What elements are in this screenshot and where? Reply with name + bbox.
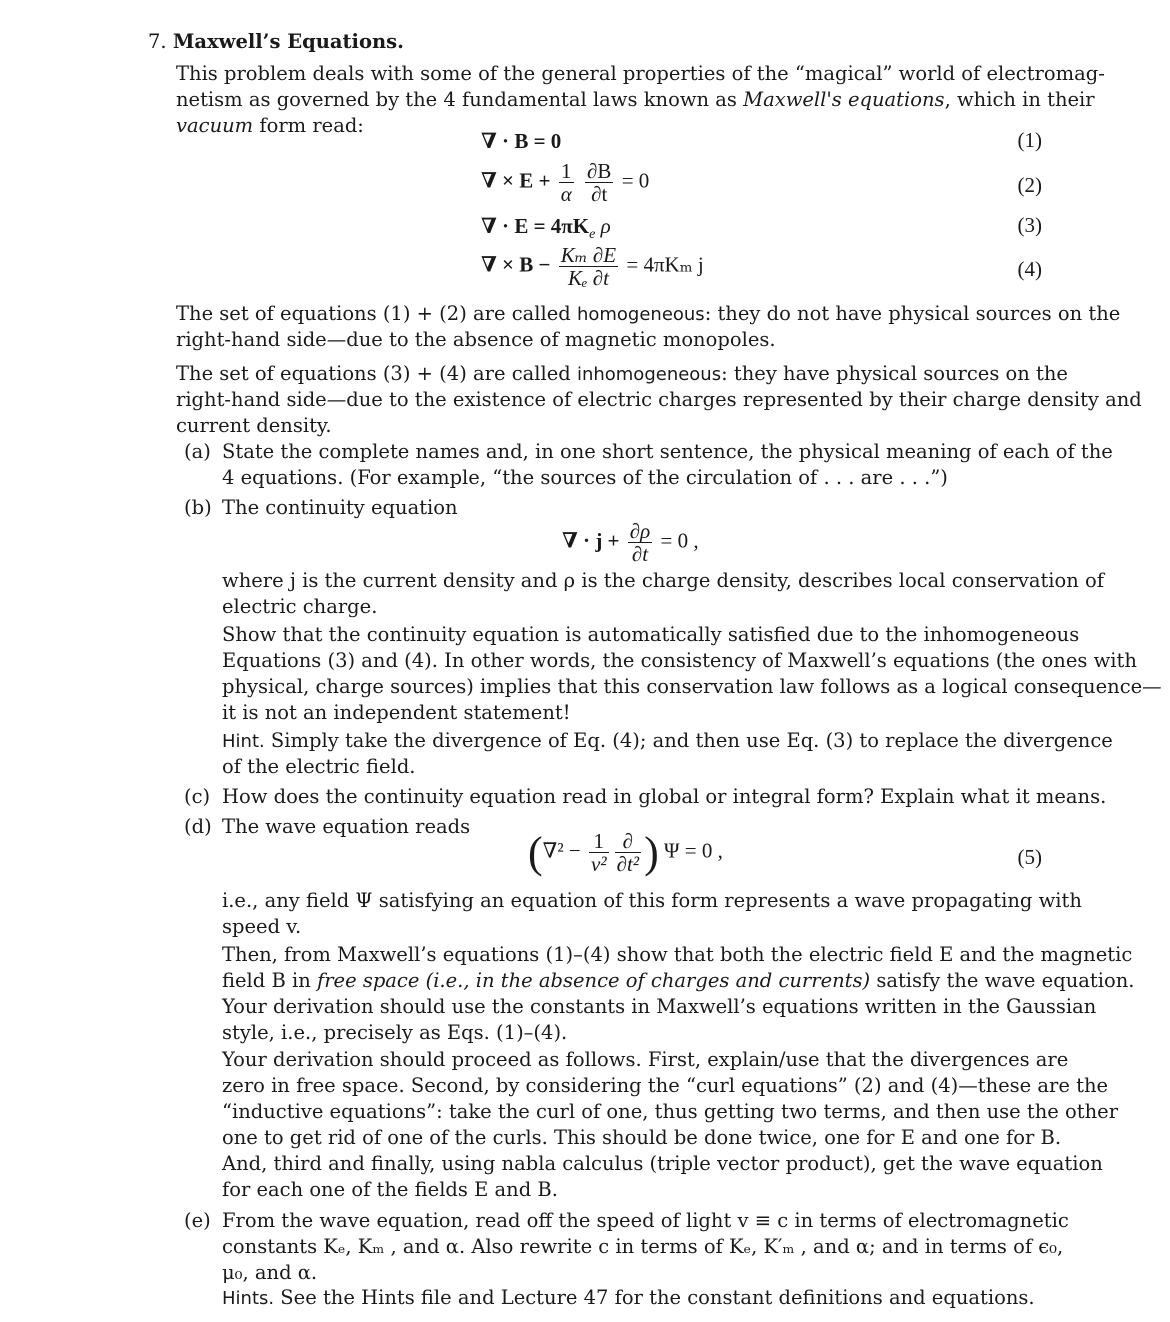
equation-3-lhs: ∇ · E = 4πK [481,214,590,238]
part-d-line-3: speed v. [222,915,302,938]
part-a-line-2: 4 equations. (For example, “the sources of the circulation of . . . are . . .”) [222,466,948,489]
fraction-denominator: ∂t² [616,852,640,876]
part-e-line-1: From the wave equation, read off the speed of light v ≡ c in terms of electromagnetic [222,1209,1069,1232]
part-d-line-12: And, third and finally, using nabla calculus (triple vector product), get the wave equation [222,1152,1103,1175]
equation-3 [481,213,611,243]
hint-label: Hint. [222,731,265,752]
part-c-label: (c) [184,785,211,808]
intro-text: , which in their [944,88,1095,111]
equation-4-rhs: = 4πKₘ j [626,252,704,277]
part-d-line-4: Then, from Maxwell’s equations (1)–(4) show that both the electric field E and the magnetic [222,943,1133,966]
part-a-label: (a) [184,440,211,463]
wave-rhs: Ψ = 0 , [664,838,723,863]
left-paren: ( [528,828,543,877]
part-e-hint [222,1286,1035,1309]
part-a-line-1: State the complete names and, in one short sentence, the physical meaning of each of the [222,440,1113,463]
part-d-line-8: Your derivation should proceed as follows. First, explain/use that the divergences are [222,1048,1069,1071]
equation-3-rhs: ρ [595,214,611,238]
fraction-numerator: ∂ [615,830,642,853]
paragraph-text: : they have physical sources on the [721,362,1068,385]
fraction-denominator: ∂t [631,542,649,567]
intro-line-3 [176,114,364,137]
wave-minus: − [563,838,586,863]
intro-text: form read: [253,114,364,137]
part-d-label: (d) [184,815,212,838]
part-b-line-4: Show that the continuity equation is automatically satisfied due to the inhomogeneous [222,623,1080,646]
hints-label: Hints. [222,1288,275,1309]
part-d-line-9: zero in free space. Second, by considering the “curl equations” (2) and (4)—these are the [222,1074,1109,1097]
equation-5-number: (5) [1017,845,1042,869]
continuity-fraction [628,520,652,565]
part-d-line-2: i.e., any field Ψ satisfying an equation of this form represents a wave propagating with [222,889,1082,912]
homogeneous-line-2: right-hand side—due to the absence of magnetic monopoles. [176,328,776,351]
homogeneous-line-1 [176,302,1121,325]
part-b-line-6: physical, charge sources) implies that this conservation law follows as a logical consequence— [222,675,1162,698]
wave-fraction-1 [589,830,609,875]
paragraph-text: satisfy the wave equation. [870,969,1135,992]
vacuum-term: vacuum [176,114,254,137]
fraction-denominator: v² [590,852,607,876]
part-b-line-7: it is not an independent statement! [222,701,571,724]
part-d-line-1: The wave equation reads [222,815,471,838]
inhomogeneous-line-2: right-hand side—due to the existence of electric charges represented by their charge density and [176,388,1142,411]
right-paren: ) [644,828,659,877]
homogeneous-term: homogeneous [576,304,705,325]
fraction-denominator: Kₑ ∂t [567,266,609,291]
wave-fraction-2 [615,830,642,875]
fraction-numerator: Kₘ ∂E [560,243,617,267]
equation-4-lhs: ∇ × B − [481,252,556,277]
equation-2-number: (2) [1017,173,1042,197]
equation-2-rhs: = 0 [621,168,650,193]
intro-line-1: This problem deals with some of the general properties of the “magical” world of electromag- [176,62,1105,85]
equation-2-lhs: ∇ × E + [481,168,556,193]
paragraph-text: The set of equations (1) + (2) are called [176,302,577,325]
fraction-denominator: ∂t [591,182,608,207]
part-b-line-2: where j is the current density and ρ is the charge density, describes local conservation of [222,569,1104,592]
problem-heading [148,30,404,53]
part-d-line-6: Your derivation should use the constants in Maxwell’s equations written in the Gaussian [222,995,1097,1018]
fraction-numerator: ∂ρ [629,519,651,543]
part-d-line-11: one to get rid of one of the curls. This should be done twice, one for E and one for B. [222,1126,1062,1149]
paragraph-text: : they do not have physical sources on the [704,302,1121,325]
equation-2-fraction-2 [585,160,613,205]
continuity-equation [562,520,699,565]
part-e-label: (e) [184,1209,211,1232]
equation-2 [481,160,649,205]
intro-text: netism as governed by the 4 fundamental laws known as [176,88,744,111]
equation-4-number: (4) [1017,257,1042,281]
part-b-line-5: Equations (3) and (4). In other words, the consistency of Maxwell’s equations (the ones with [222,649,1137,672]
part-b-line-1: The continuity equation [222,496,458,519]
continuity-rhs: = 0 , [660,528,699,553]
hint-text: Simply take the divergence of Eq. (4); and then use Eq. (3) to replace the divergence [264,729,1113,752]
equation-3-number: (3) [1017,213,1042,237]
free-space-term: free space (i.e., in the absence of charges and currents) [317,969,871,992]
part-b-label: (b) [184,496,212,519]
equation-4 [481,244,704,289]
problem-number: 7. [148,30,167,53]
part-d-line-10: “inductive equations”: take the curl of one, thus getting two terms, and then use the other [222,1100,1119,1123]
problem-title: Maxwell’s Equations. [172,30,404,53]
intro-line-2 [176,88,1095,111]
inhomogeneous-term: inhomogeneous [576,364,722,385]
part-d-line-13: for each one of the fields E and B. [222,1178,558,1201]
part-c-line-1: How does the continuity equation read in global or integral form? Explain what it means. [222,785,1107,808]
part-e-line-2: constants Kₑ, Kₘ , and α. Also rewrite c in terms of Kₑ, K′ₘ , and α; and in terms of ϵ₀, [222,1235,1064,1258]
part-e-line-3: μ₀, and α. [222,1261,318,1284]
part-d-line-7: style, i.e., precisely as Eqs. (1)–(4). [222,1021,568,1044]
fraction-denominator: α [560,182,572,207]
maxwell-equations-term: Maxwell's equations [743,88,945,111]
part-b-hint-line-1 [222,729,1113,752]
equation-2-fraction-1 [559,160,574,205]
wave-nabla: ∇² [542,838,564,863]
continuity-lhs: ∇ · j + [562,528,625,553]
wave-equation [528,827,723,878]
paragraph-text: field B in [222,969,317,992]
equation-1-body: ∇ · B = 0 [481,129,562,153]
part-d-line-5 [222,969,1135,992]
fraction-numerator: ∂B [587,159,612,183]
fraction-numerator: 1 [589,830,609,853]
fraction-numerator: 1 [559,160,574,183]
equation-1 [481,128,561,154]
inhomogeneous-line-1 [176,362,1068,385]
equation-1-number: (1) [1017,128,1042,152]
equation-4-fraction [559,244,618,289]
part-b-line-3: electric charge. [222,595,378,618]
paragraph-text: The set of equations (3) + (4) are called [176,362,577,385]
inhomogeneous-line-3: current density. [176,414,332,437]
equation-3-subscript: e [589,227,596,243]
part-b-hint-line-2: of the electric field. [222,755,416,778]
hint-text: See the Hints file and Lecture 47 for the constant definitions and equations. [274,1286,1035,1309]
